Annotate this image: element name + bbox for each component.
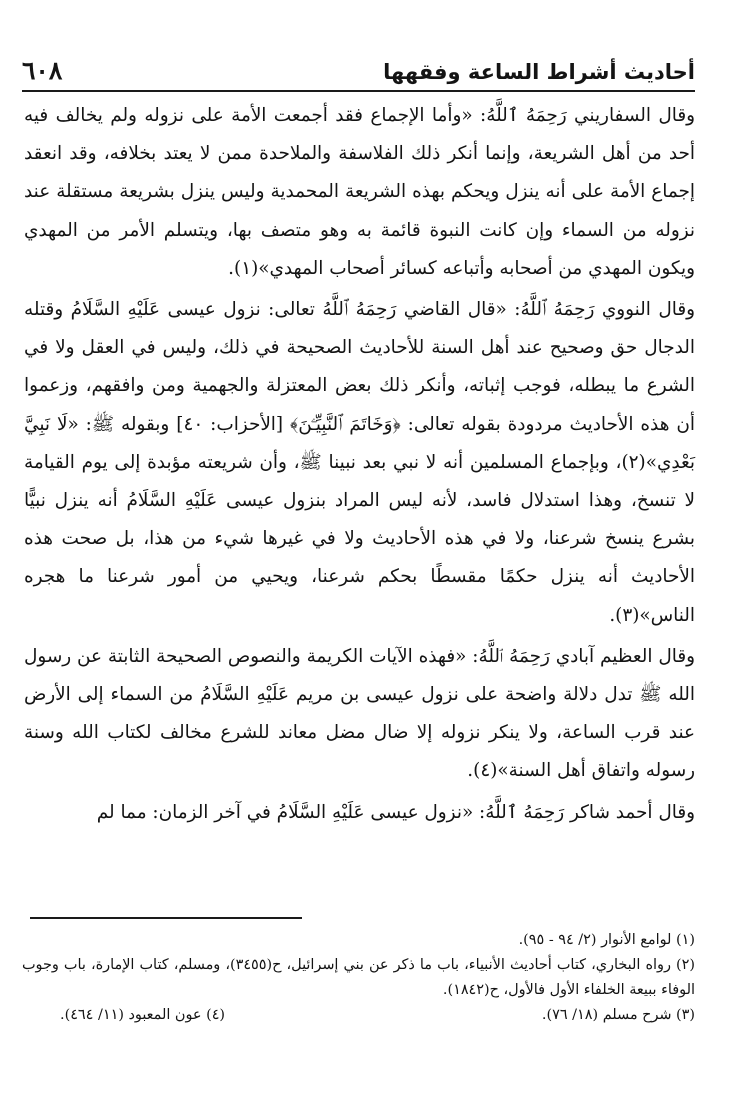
- page-number: ٦٠٨: [22, 56, 63, 85]
- footnote-1: (١) لوامع الأنوار (٢/ ٩٤ - ٩٥).: [518, 932, 695, 948]
- paragraph-azim-abadi: وقال العظيم آبادي رَحِمَهُ ٱللَّهُ: «فهذه الآيات الكريمة والنصوص الصحيحة الثابتة عن رسول الله ﷺ تدل دلالة واضحة على نزول عيسى بن مريم عَلَيْهِ السَّلَامُ من السماء إلى الأرض عند قرب الساعة، ولا ينكر نزوله إلا ضال مضل معاند للشرع مخالف لكتاب الله وسنة رسوله واتفاق أهل السنة»(٤).: [24, 645, 695, 782]
- footnotes: [22, 928, 695, 1028]
- footnote-divider: [30, 917, 302, 919]
- main-text: [24, 97, 695, 832]
- footnote-4: (٤) عون المعبود (١١/ ٤٦٤).: [60, 1007, 226, 1023]
- page-header: [22, 50, 695, 92]
- running-title: أحاديث أشراط الساعة وفقهها: [383, 60, 695, 84]
- footnote-row-3-4: [22, 1003, 695, 1028]
- footnote-3: (٣) شرح مسلم (١٨/ ٧٦).: [541, 1007, 695, 1023]
- paragraph-ahmad-shakir: وقال أحمد شاكر رَحِمَهُ ٱللَّهُ: «نزول عيسى عَلَيْهِ السَّلَامُ في آخر الزمان: مما لم: [96, 801, 695, 823]
- paragraph-saffarini: وقال السفاريني رَحِمَهُ ٱللَّهُ: «وأما الإجماع فقد أجمعت الأمة على نزوله ولم يخالف فيه أحد من أهل الشريعة، وإنما أنكر ذلك الفلاسفة والملاحدة ممن لا يعتد بخلافه، وقد انعقد إجماع الأمة على أنه ينزل ويحكم بهذه الشريعة المحمدية وليس ينزل بشريعة مستقلة عند نزوله من السماء وإن كانت النبوة قائمة به وهو متصف بها، ويتسلم الأمر من المهدي ويكون المهدي من أصحابه وأتباعه كسائر أصحاب المهدي»(١).: [24, 105, 695, 279]
- footnote-2: (٢) رواه البخاري، كتاب أحاديث الأنبياء، باب ما ذكر عن بني إسرائيل، ح(٣٤٥٥)، ومسلم، كتاب الإمارة، باب وجوب الوفاء ببيعة الخلفاء الأول فالأول، ح(١٨٤٢).: [22, 957, 695, 998]
- paragraph-nawawi: وقال النووي رَحِمَهُ ٱللَّهُ: «قال القاضي رَحِمَهُ ٱللَّهُ تعالى: نزول عيسى عَلَيْهِ السَّلَامُ وقتله الدجال حق وصحيح عند أهل السنة للأحاديث الصحيحة في ذلك، وليس في العقل ولا في الشرع ما يبطله، فوجب إثباته، وأنكر ذلك بعض المعتزلة والجهمية ومن وافقهم، وزعموا أن هذه الأحاديث مردودة بقوله تعالى: ﴿وَخَاتَمَ ٱلنَّبِيِّـۧنَ﴾ [الأحزاب: ٤٠] وبقوله ﷺ: «لَا نَبِيَّ بَعْدِي»(٢)، وبإجماع المسلمين أنه لا نبي بعد نبينا ﷺ، وأن شريعته مؤبدة إلى يوم القيامة لا تنسخ، وهذا استدلال فاسد، لأنه ليس المراد بنزول عيسى عَلَيْهِ السَّلَامُ أنه ينزل نبيًّا بشرع ينسخ شرعنا، ولا في هذه الأحاديث ولا في غيرها شيء من هذا، بل صحت هذه الأحاديث أنه ينزل حكمًا مقسطًا بحكم شرعنا، ويحيي من أمور شرعنا ما هجره الناس»(٣).: [24, 299, 695, 626]
